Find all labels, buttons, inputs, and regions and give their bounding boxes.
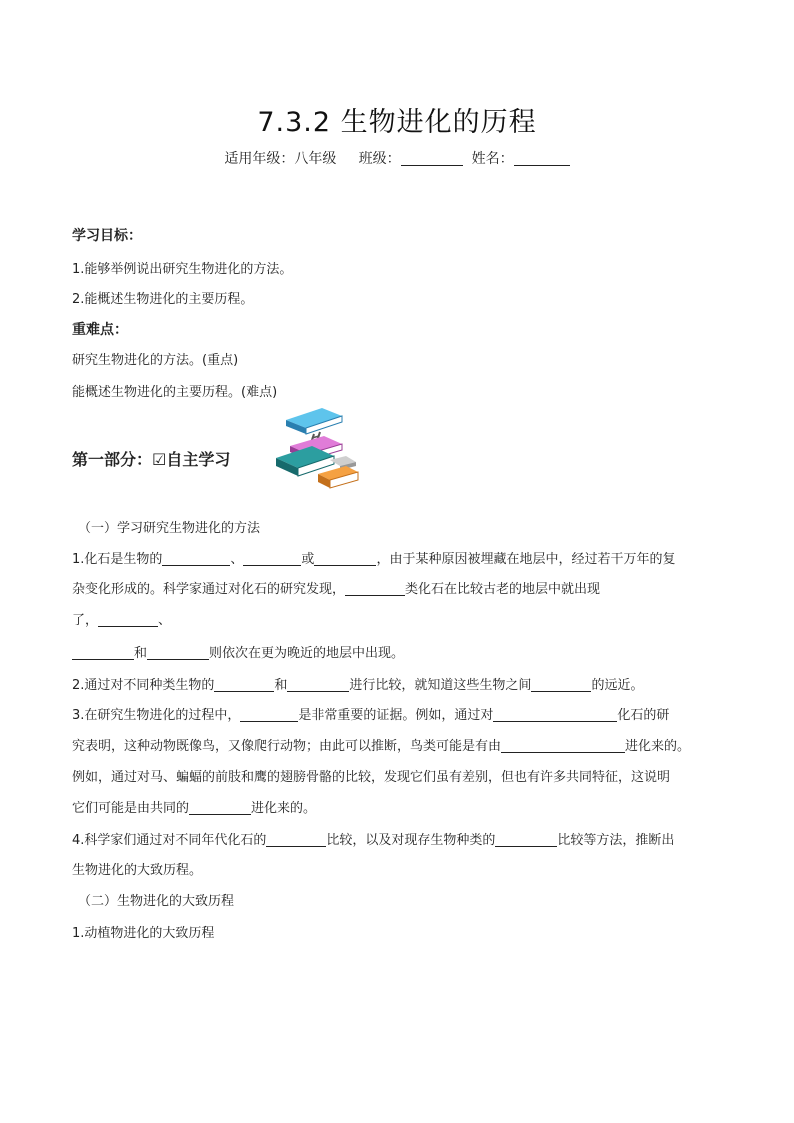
q1-line-2: 杂变化形成的。科学家通过对化石的研究发现， 类化石在比较古老的地层中就出现 bbox=[72, 582, 601, 597]
q1-blank-2[interactable] bbox=[243, 552, 301, 566]
q3-blank-4[interactable] bbox=[189, 801, 251, 815]
key-point-item-2: 能概述生物进化的主要历程。(难点) bbox=[72, 385, 278, 400]
grade-label: 适用年级：八年级 bbox=[224, 151, 337, 167]
q2-blank-3[interactable] bbox=[531, 678, 591, 692]
q1-blank-1[interactable] bbox=[162, 552, 230, 566]
name-blank[interactable] bbox=[514, 151, 570, 166]
part1-heading: 第一部分：☑自主学习 bbox=[72, 450, 231, 469]
q2-blank-1[interactable] bbox=[214, 678, 274, 692]
q2-blank-2[interactable] bbox=[287, 678, 349, 692]
q3-blank-1[interactable] bbox=[240, 708, 298, 722]
q3-line-1: 3.在研究生物进化的过程中， 是非常重要的证据。例如，通过对 化石的研 bbox=[72, 708, 670, 723]
q2-line-1: 2.通过对不同种类生物的 和 进行比较，就知道这些生物之间 的远近。 bbox=[72, 678, 644, 693]
class-blank[interactable] bbox=[401, 151, 463, 166]
objective-item-1: 1.能够举例说出研究生物进化的方法。 bbox=[72, 262, 293, 277]
q3-line-4: 它们可能是由共同的 进化来的。 bbox=[72, 801, 317, 816]
key-points-heading: 重难点： bbox=[72, 322, 128, 338]
q4-line-2: 生物进化的大致历程。 bbox=[72, 863, 203, 878]
key-point-item-1: 研究生物进化的方法。(重点) bbox=[72, 353, 239, 368]
q1-line-4: 和 则依次在更为晚近的地层中出现。 bbox=[72, 645, 404, 663]
q1-blank-7[interactable] bbox=[147, 646, 209, 660]
header-info-line bbox=[0, 148, 794, 168]
name-label: 姓名： bbox=[471, 151, 514, 167]
objectives-heading: 学习目标： bbox=[72, 228, 142, 244]
q3-blank-2[interactable] bbox=[493, 708, 617, 722]
q3-line-3: 例如，通过对马、蝙蝠的前肢和鹰的翅膀骨骼的比较，发现它们虽有差别，但也有许多共同特征，这说明 bbox=[72, 770, 671, 785]
class-label: 班级： bbox=[358, 151, 401, 167]
q1-blank-6[interactable] bbox=[72, 646, 134, 660]
q4-blank-1[interactable] bbox=[266, 833, 326, 847]
q1-blank-5[interactable] bbox=[98, 613, 158, 627]
q1-line-3: 了， 、 bbox=[72, 613, 172, 628]
q4-blank-2[interactable] bbox=[495, 833, 557, 847]
q1-blank-4[interactable] bbox=[345, 582, 405, 596]
q3-line-2: 究表明，这种动物既像鸟，又像爬行动物；由此可以推断，鸟类可能是有由 进化来的。 bbox=[72, 739, 691, 754]
books-stack-icon bbox=[270, 404, 362, 496]
objective-item-2: 2.能概述生物进化的主要历程。 bbox=[72, 292, 254, 307]
q1-line-1: 1.化石是生物的 、 或 ，由于某种原因被埋藏在地层中，经过若干万年的复 bbox=[72, 552, 676, 567]
section2-heading: （二）生物进化的大致历程 bbox=[78, 894, 235, 909]
section2-item-1: 1.动植物进化的大致历程 bbox=[72, 926, 215, 941]
section1-heading: （一）学习研究生物进化的方法 bbox=[78, 521, 261, 536]
q4-line-1: 4.科学家们通过对不同年代化石的 比较，以及对现存生物种类的 比较等方法，推断出 bbox=[72, 833, 675, 848]
page-title: 7.3.2 生物进化的历程 bbox=[257, 107, 537, 138]
checkbox-icon: ☑ bbox=[152, 450, 167, 469]
q1-blank-3[interactable] bbox=[314, 552, 376, 566]
q3-blank-3[interactable] bbox=[501, 739, 625, 753]
